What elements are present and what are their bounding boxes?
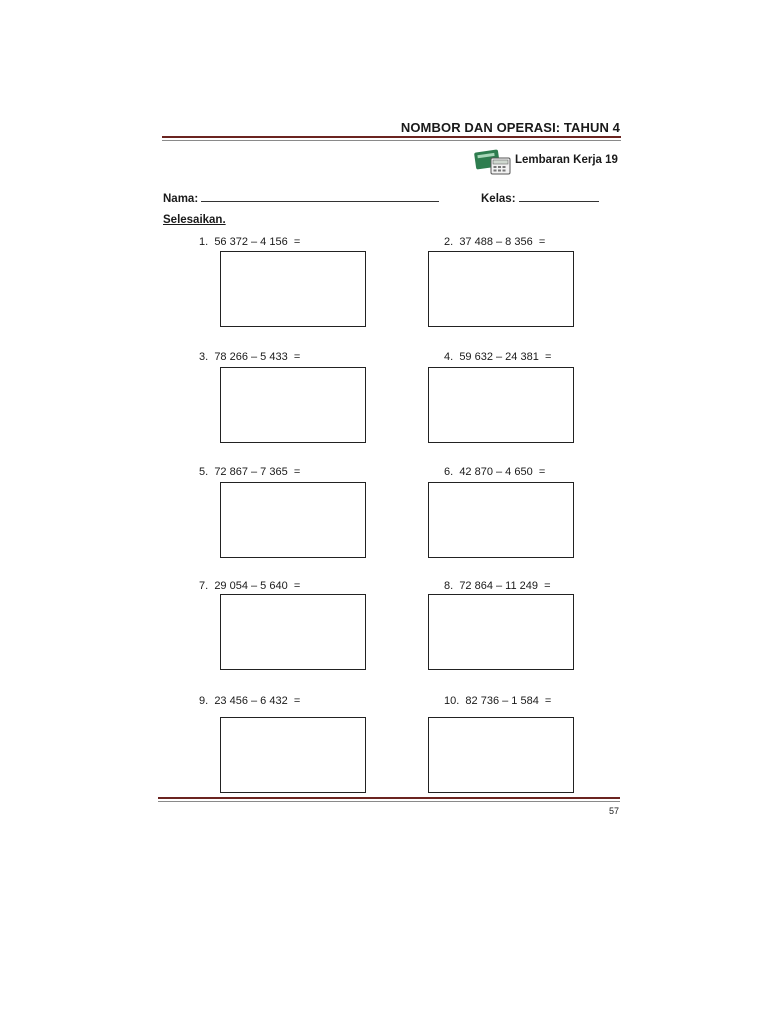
problem-7-label: [199, 580, 300, 592]
class-label: Kelas: [481, 193, 512, 205]
problem-9-answer-box[interactable]: [220, 717, 366, 793]
footer-rule-thick: [158, 797, 620, 799]
problem-8-answer-box[interactable]: [428, 594, 574, 670]
problem-7-answer-box[interactable]: [220, 594, 366, 670]
calculator-book-icon: [474, 146, 512, 176]
problem-3-answer-box[interactable]: [220, 367, 366, 443]
problem-expression: 42 870 – 4 650 =: [459, 466, 546, 478]
problem-expression: 37 488 – 8 356 =: [459, 236, 546, 248]
problem-10-answer-box[interactable]: [428, 717, 574, 793]
problem-expression: 59 632 – 24 381 =: [459, 351, 552, 363]
problem-number: 7.: [199, 580, 209, 592]
problem-number: 2.: [444, 236, 454, 248]
class-blank: [519, 191, 599, 202]
problem-number: 4.: [444, 351, 454, 363]
problem-4-answer-box[interactable]: [428, 367, 574, 443]
problem-expression: 78 266 – 5 433 =: [214, 351, 301, 363]
problem-5-answer-box[interactable]: [220, 482, 366, 558]
problem-number: 9.: [199, 695, 209, 707]
problem-2-answer-box[interactable]: [428, 251, 574, 327]
problem-8-label: [444, 580, 551, 592]
header-rule-thin: [162, 140, 621, 141]
problem-3-label: [199, 351, 300, 363]
name-field: Nama:: [163, 191, 439, 205]
problem-9-label: [199, 695, 300, 707]
problem-6-label: [444, 466, 545, 478]
header-title: NOMBOR DAN OPERASI: TAHUN 4: [400, 120, 620, 135]
problem-expression: 82 736 – 1 584 =: [465, 695, 552, 707]
page-number: 57: [609, 806, 620, 816]
problem-number: 1.: [199, 236, 209, 248]
problem-1-label: [199, 236, 300, 248]
problem-4-label: [444, 351, 551, 363]
problem-2-label: [444, 236, 545, 248]
name-label: Nama: [163, 193, 195, 205]
problem-6-answer-box[interactable]: [428, 482, 574, 558]
problem-1-answer-box[interactable]: [220, 251, 366, 327]
name-blank: [201, 191, 439, 202]
problem-expression: 56 372 – 4 156 =: [214, 236, 301, 248]
problem-expression: 23 456 – 6 432 =: [214, 695, 301, 707]
header-rule-thick: [162, 136, 621, 138]
worksheet-label: Lembaran Kerja 19: [515, 154, 618, 166]
footer-rule-thin: [158, 801, 620, 802]
problem-expression: 72 864 – 11 249 =: [459, 580, 551, 592]
problem-10-label: [444, 695, 551, 707]
instruction: Selesaikan.: [163, 214, 226, 226]
problem-expression: 29 054 – 5 640 =: [214, 580, 301, 592]
problem-5-label: [199, 466, 300, 478]
problem-number: 10.: [444, 695, 460, 707]
class-field: Kelas:: [481, 191, 599, 205]
problem-number: 8.: [444, 580, 454, 592]
problem-number: 5.: [199, 466, 209, 478]
problem-number: 3.: [199, 351, 209, 363]
problem-number: 6.: [444, 466, 454, 478]
problem-expression: 72 867 – 7 365 =: [214, 466, 301, 478]
